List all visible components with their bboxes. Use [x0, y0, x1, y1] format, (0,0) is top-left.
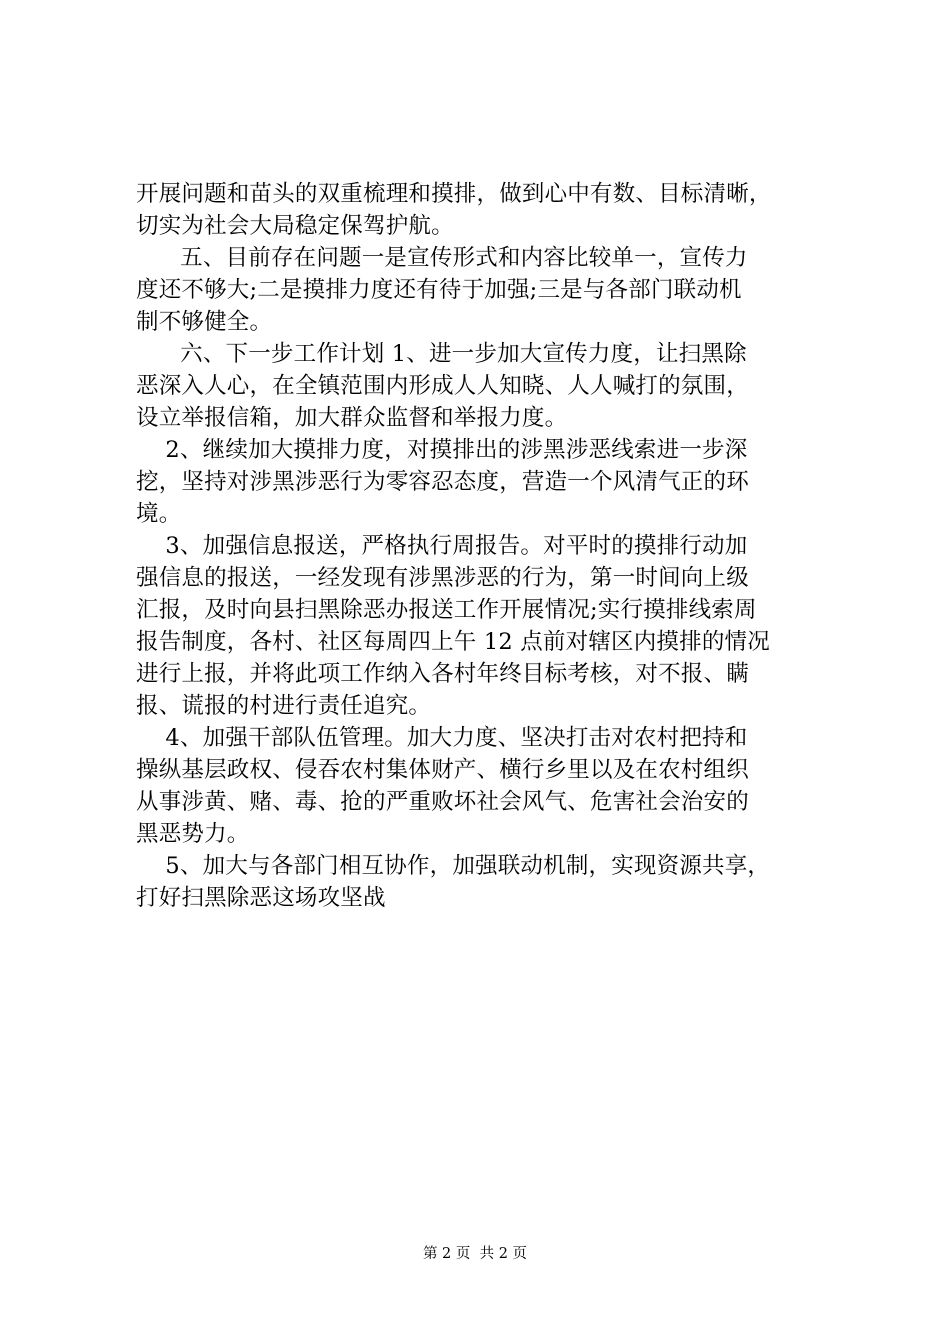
text-line: 恶深入人心，在全镇范围内形成人人知晓、人人喊打的氛围， — [136, 373, 749, 399]
text-line: 强信息的报送，一经发现有涉黑涉恶的行为，第一时间向上级 — [136, 565, 749, 591]
text-line: 黑恶势力。 — [136, 821, 250, 847]
text-line: 进行上报，并将此项工作纳入各村年终目标考核，对不报、瞒 — [136, 661, 749, 687]
page-number-footer: 第 2 页 共 2 页 — [422, 1246, 528, 1262]
text-line: 六、下一步工作计划 1、进一步加大宣传力度，让扫黑除 — [136, 341, 747, 367]
text-line: 5、加大与各部门相互协作，加强联动机制，实现资源共享， — [136, 853, 771, 879]
text-line: 打好扫黑除恶这场攻坚战 — [136, 885, 386, 911]
text-line: 挖，坚持对涉黑涉恶行为零容忍态度，营造一个风清气正的环 — [136, 469, 749, 495]
text-line: 操纵基层政权、侵吞农村集体财产、横行乡里以及在农村组织 — [136, 757, 749, 783]
text-line: 2、继续加大摸排力度，对摸排出的涉黑涉恶线索进一步深 — [136, 437, 748, 463]
text-line: 4、加强干部队伍管理。加大力度、坚决打击对农村把持和 — [136, 725, 748, 751]
text-line: 境。 — [136, 501, 182, 527]
text-line: 开展问题和苗头的双重梳理和摸排，做到心中有数、目标清晰， — [136, 181, 772, 207]
document-body — [136, 178, 856, 914]
text-line: 度还不够大;二是摸排力度还有待于加强;三是与各部门联动机 — [136, 277, 742, 303]
text-line: 从事涉黄、赌、毒、抢的严重败坏社会风气、危害社会治安的 — [136, 789, 749, 815]
text-line: 切实为社会大局稳定保驾护航。 — [136, 213, 454, 239]
text-line: 报、谎报的村进行责任追究。 — [136, 693, 432, 719]
text-line: 设立举报信箱，加大群众监督和举报力度。 — [136, 405, 568, 431]
text-line: 制不够健全。 — [136, 309, 273, 335]
text-line: 3、加强信息报送，严格执行周报告。对平时的摸排行动加 — [136, 533, 748, 559]
text-line: 汇报，及时向县扫黑除恶办报送工作开展情况;实行摸排线索周 — [136, 597, 757, 623]
text-line: 报告制度，各村、社区每周四上午 12 点前对辖区内摸排的情况 — [136, 629, 770, 655]
text-line: 五、目前存在问题一是宣传形式和内容比较单一，宣传力 — [136, 245, 748, 271]
